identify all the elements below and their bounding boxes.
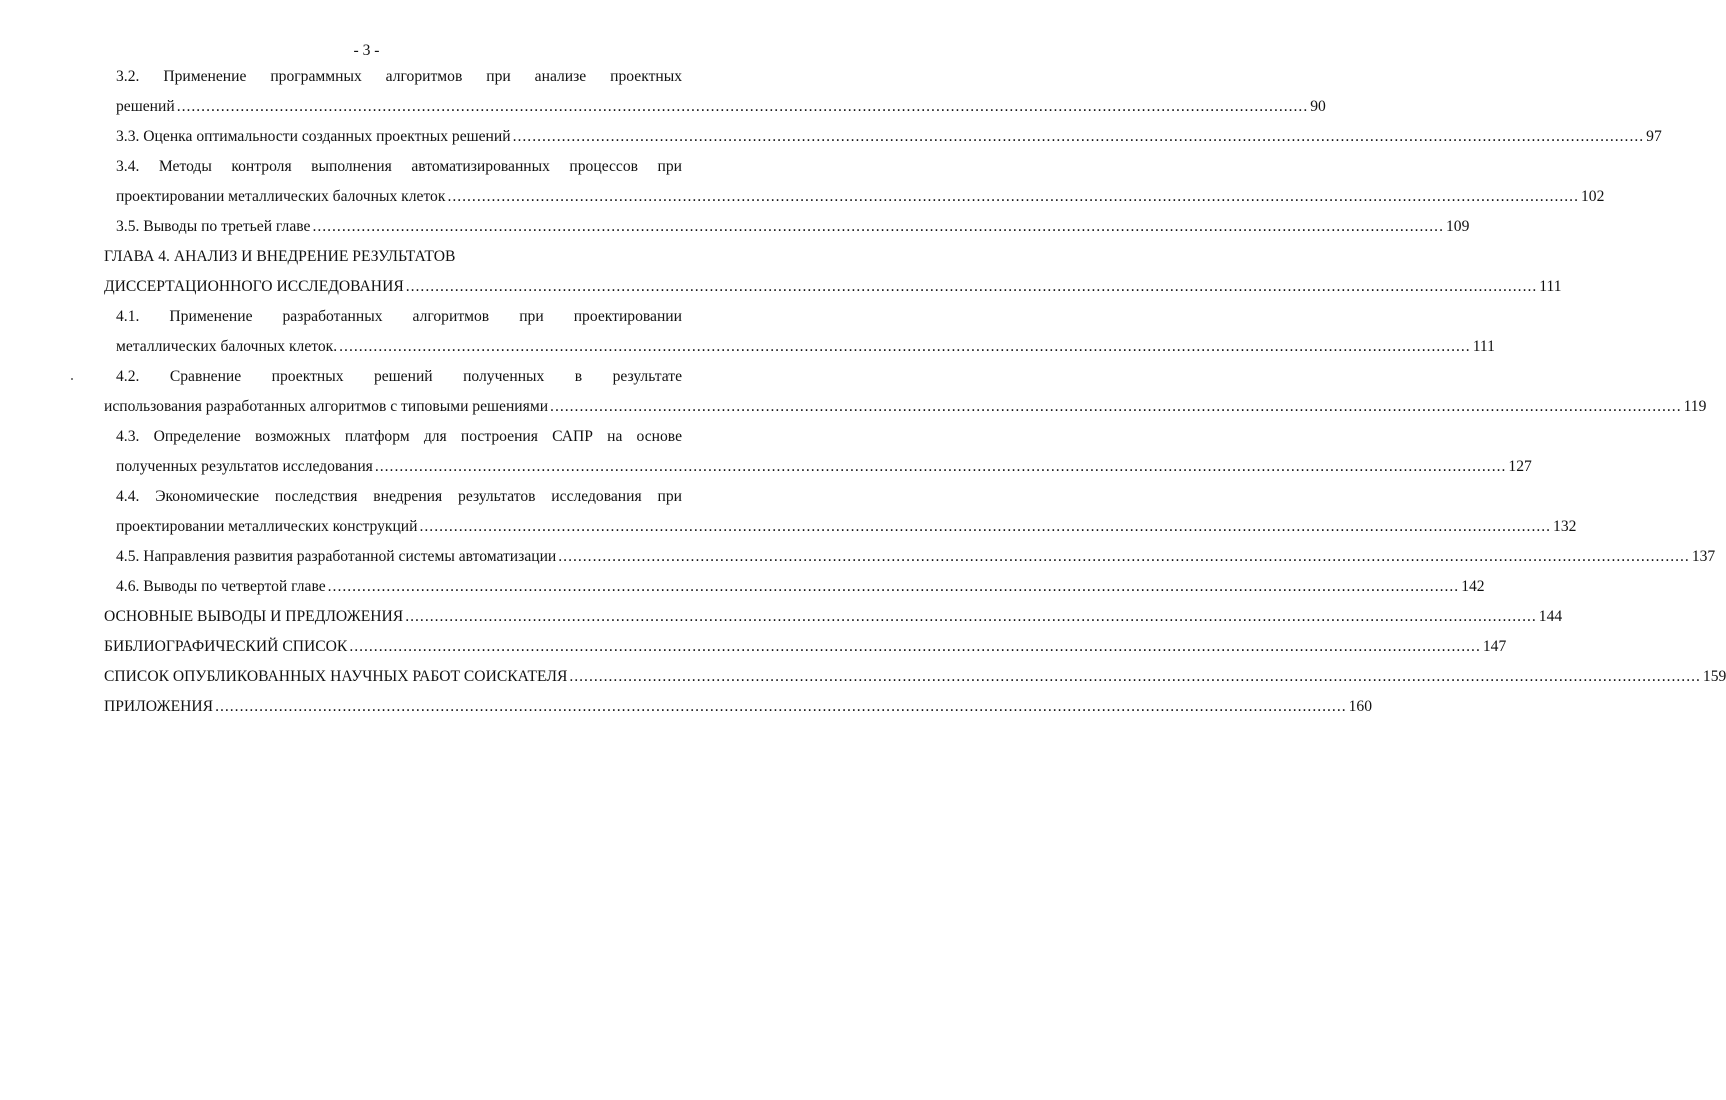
toc-page-number: 119 [1683,398,1707,415]
toc-entry-text: металлических балочных клеток. [116,338,338,355]
toc-entry-3-4 [104,152,1605,212]
toc-page-number: 127 [1508,458,1532,475]
dot-leader [328,572,1460,602]
toc-chapter-title: ГЛАВА 4. АНАЛИЗ И ВНЕДРЕНИЕ РЕЗУЛЬТАТОВ [104,248,456,265]
dot-leader [569,662,1701,692]
table-of-contents [104,62,1726,722]
toc-entry-4-4 [104,482,1577,542]
dot-leader [420,512,1552,542]
toc-page-number: 111 [1539,278,1562,295]
toc-entry-3-5 [104,212,1470,242]
toc-chapter-4 [104,242,1562,302]
toc-entry-text: 4.1. Применение разработанных алгоритмов при проектировании [116,308,682,325]
toc-publications [104,662,1726,692]
dot-leader [406,272,1538,302]
toc-page-number: 132 [1553,518,1577,535]
toc-entry-text: 3.3. Оценка оптимальности созданных проектных решений [116,128,511,145]
toc-page-number: 144 [1538,608,1563,625]
toc-entry-text: 3.4. Методы контроля выполнения автоматизированных процессов при [116,158,682,175]
toc-chapter-title: ПРИЛОЖЕНИЯ [104,698,214,715]
toc-page-number: 147 [1482,638,1507,655]
toc-entry-4-6 [104,572,1485,602]
page-number: - 3 - [353,42,380,59]
dot-leader [312,212,1444,242]
toc-chapter-title: ДИССЕРТАЦИОННОГО ИССЛЕДОВАНИЯ [104,278,404,295]
toc-entry-text: проектировании металлических конструкций [116,518,418,535]
toc-entry-text: проектировании металлических балочных клеток [116,188,446,205]
toc-entry-text: 4.3. Определение возможных платформ для построения САПР на основе [116,428,682,445]
toc-entry-3-3 [104,122,1662,152]
toc-page-number: 102 [1580,188,1605,205]
dot-leader [550,392,1682,422]
toc-entry-text: решений [116,98,175,115]
dot-leader [349,632,1481,662]
dot-leader [339,332,1471,362]
dot-leader [513,122,1645,152]
toc-entry-text: использования разработанных алгоритмов с типовыми решениями [104,398,549,415]
dot-leader [558,542,1690,572]
toc-page-number: 90 [1310,98,1326,115]
toc-entry-4-2 [104,362,1707,422]
toc-appendices [104,692,1373,722]
toc-chapter-title: БИБЛИОГРАФИЧЕСКИЙ СПИСОК [104,638,348,655]
toc-page-number: 160 [1348,698,1373,715]
toc-entry-3-2 [104,62,1326,122]
toc-entry-4-3 [104,422,1532,482]
toc-entry-text: 4.4. Экономические последствия внедрения результатов исследования при [116,488,682,505]
toc-page-number: 109 [1445,218,1470,235]
toc-chapter-title: СПИСОК ОПУБЛИКОВАННЫХ НАУЧНЫХ РАБОТ СОИСКАТЕЛЯ [104,668,568,685]
toc-entry-text: 4.2. Сравнение проектных решений полученных в результате [116,368,682,385]
toc-conclusions [104,602,1563,632]
toc-bibliography [104,632,1507,662]
toc-page-number: 111 [1472,338,1495,355]
scan-mark [71,378,73,380]
toc-entry-4-5 [104,542,1716,572]
toc-page-number: 142 [1461,578,1485,595]
dot-leader [215,692,1347,722]
toc-entry-text: 4.5. Направления развития разработанной системы автоматизации [116,548,557,565]
toc-entry-text: 4.6. Выводы по четвертой главе [116,578,326,595]
dot-leader [177,92,1309,122]
toc-entry-text: 3.5. Выводы по третьей главе [116,218,311,235]
toc-chapter-title: ОСНОВНЫЕ ВЫВОДЫ И ПРЕДЛОЖЕНИЯ [104,608,404,625]
toc-entry-4-1 [104,302,1495,362]
dot-leader [447,182,1579,212]
dot-leader [375,452,1507,482]
toc-entry-text: 3.2. Применение программных алгоритмов при анализе проектных [116,68,682,85]
toc-page-number: 159 [1702,668,1726,685]
toc-entry-text: полученных результатов исследования [116,458,373,475]
dot-leader [405,602,1537,632]
toc-page-number: 97 [1646,128,1662,145]
toc-page-number: 137 [1691,548,1716,565]
